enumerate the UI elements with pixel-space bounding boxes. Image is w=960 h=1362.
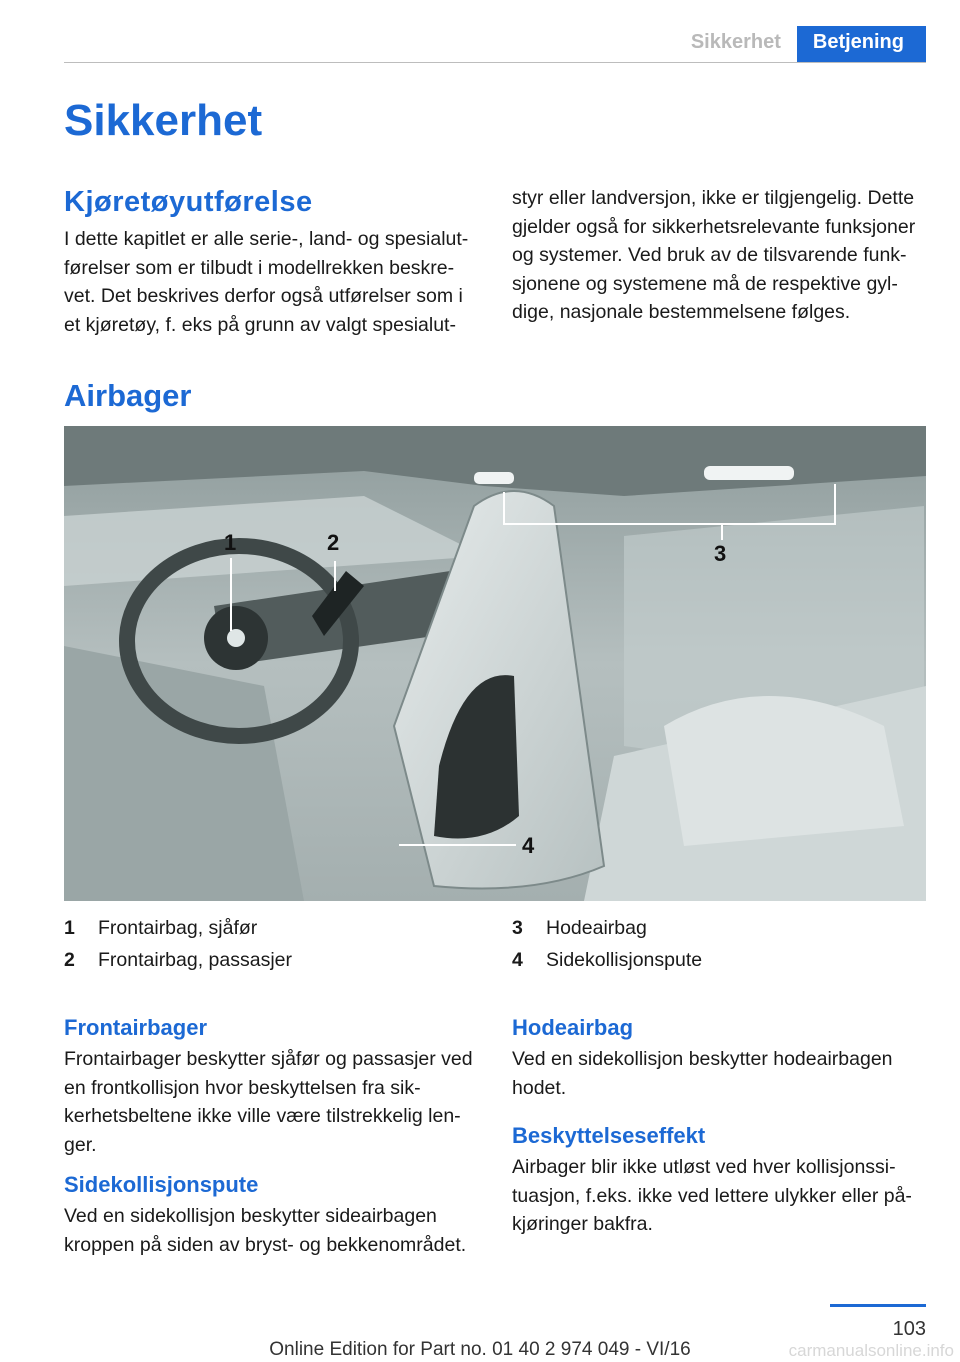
legend-label: Hodeairbag: [546, 917, 647, 939]
front-airbag-text: Frontairbager beskytter sjåfør og passasjer ved en frontkollisjon hvor beskyttelsen fra sik-kerhetsbeltene ikke ville være tilstrekkelig len-ger.: [64, 1048, 473, 1156]
legend-label: Sidekollisjonspute: [546, 949, 703, 971]
callout-4: 4: [522, 833, 535, 858]
front-airbag-heading: Frontairbager: [64, 1015, 208, 1040]
side-airbag-text: Ved en sidekollisjon beskytter sideairbagen kroppen på siden av bryst- og bekkenområdet.: [64, 1205, 467, 1256]
tab-sikkerhet[interactable]: Sikkerhet: [690, 31, 781, 53]
legend-num: 1: [64, 917, 75, 939]
page-title: Sikkerhet: [64, 96, 263, 145]
car-interior-drawing: [64, 426, 926, 901]
legend-num: 4: [512, 949, 523, 971]
legend-label: Frontairbag, sjåfør: [98, 917, 258, 939]
vehicle-heading: Kjøretøyutførelse: [64, 186, 313, 218]
front-airbag-section: [64, 1015, 480, 1159]
page-number: 103: [892, 1318, 926, 1340]
edition-footer: Online Edition for Part no. 01 40 2 974 049 - VI/16: [269, 1339, 691, 1360]
callout-3: 3: [714, 541, 727, 566]
vehicle-section-right: [512, 184, 930, 327]
callout-1: 1: [224, 530, 237, 555]
legend-label: Frontairbag, passasjer: [98, 949, 293, 971]
vehicle-text-right: styr eller landversjon, ikke er tilgjengelig. Dette gjelder også for sikkerhetsrelevante funksjoner og systemer. Ved bruk av de tilsvarende funk-sjonene og systemene må de respektive gyl-dige, nasjonale bestemmelsene følges.: [512, 187, 916, 324]
vehicle-text-left: I dette kapitlet er alle serie-, land- og spesialut-førelser som er tilbudt i modellrekken beskre-vet. Det beskrives derfor også utførelser som i et kjøretøy, f. eks på grunn av valgt spesialut-: [64, 228, 469, 336]
airbag-heading: Airbager: [64, 378, 192, 413]
tab-betjening[interactable]: Betjening: [797, 26, 926, 62]
side-airbag-section: [64, 1172, 480, 1259]
head-airbag-section: [512, 1015, 930, 1102]
protection-section: [512, 1123, 930, 1239]
watermark: carmanualsonline.info: [788, 1341, 954, 1360]
callout-2: 2: [327, 530, 340, 555]
head-airbag-text: Ved en sidekollisjon beskytter hodeairbagen hodet.: [512, 1048, 893, 1099]
vehicle-section-left: [64, 186, 480, 339]
legend-right: [512, 914, 702, 974]
airbag-illustration: [64, 426, 926, 901]
header-divider: [64, 62, 926, 63]
legend-left: [64, 914, 292, 974]
protection-heading: Beskyttelseseffekt: [512, 1123, 706, 1148]
header-tabs: [691, 26, 926, 62]
legend-num: 3: [512, 917, 523, 939]
legend-num: 2: [64, 949, 75, 971]
head-airbag-heading: Hodeairbag: [512, 1015, 634, 1040]
protection-text: Airbager blir ikke utløst ved hver kollisjonssi-tuasjon, f.eks. ikke ved lettere ulykker eller på-kjøringer bakfra.: [512, 1156, 912, 1236]
side-airbag-heading: Sidekollisjonspute: [64, 1172, 259, 1197]
footer-rule: [830, 1304, 926, 1307]
